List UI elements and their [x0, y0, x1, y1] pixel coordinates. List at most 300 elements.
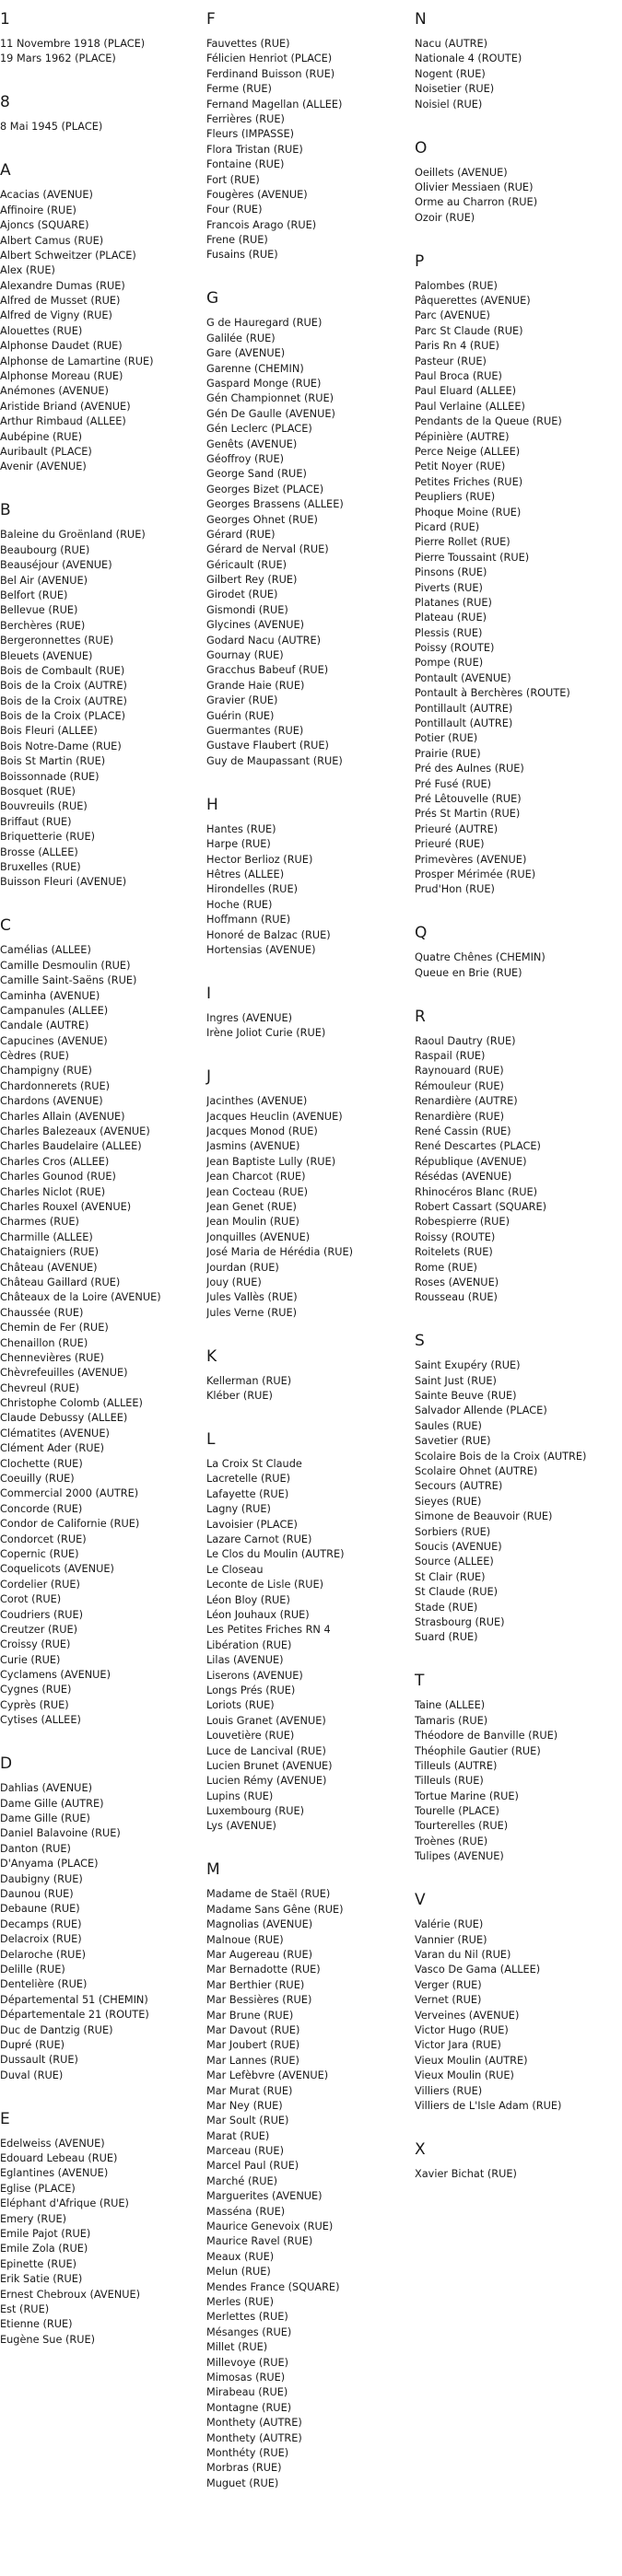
street-name: Eléphant d'Afrique (RUE)	[0, 2197, 129, 2210]
street-name: Pendants de la Queue (RUE)	[415, 415, 562, 428]
street-name: George Sand (RUE)	[206, 468, 307, 481]
street-name: Tourelle (PLACE)	[415, 1805, 499, 1818]
street-name: Coudriers (RUE)	[0, 1608, 84, 1621]
street-name: Vieux Moulin (AUTRE)	[415, 2054, 528, 2067]
street-name: Piverts (RUE)	[415, 581, 483, 594]
section-letter: G	[206, 289, 219, 309]
section-letter: B	[0, 501, 11, 520]
street-name: Cordelier (RUE)	[0, 1578, 80, 1591]
street-name: Pépinière (AUTRE)	[415, 430, 510, 443]
street-name: Camille Desmoulin (RUE)	[0, 959, 131, 972]
section-letter: S	[415, 1332, 425, 1351]
section-n	[415, 11, 622, 112]
street-name: Clématites (AVENUE)	[0, 1427, 110, 1440]
street-name: Marat (RUE)	[206, 2129, 270, 2142]
street-name: Raspail (RUE)	[415, 1050, 486, 1063]
street-name: Christophe Colomb (ALLEE)	[0, 1397, 143, 1410]
street-name: Longs Prés (RUE)	[206, 1684, 296, 1696]
street-name: Auribault (PLACE)	[0, 446, 92, 458]
street-name: République (AVENUE)	[415, 1155, 527, 1168]
street-name: Bois St Martin (RUE)	[0, 755, 106, 768]
street-name: Croissy (RUE)	[0, 1638, 71, 1651]
street-name: Pompe (RUE)	[415, 657, 484, 670]
street-name: Chemin de Fer (RUE)	[0, 1322, 109, 1335]
street-name: Briffaut (RUE)	[0, 815, 72, 828]
street-name: Frene (RUE)	[206, 234, 268, 247]
street-name: Gustave Flaubert (RUE)	[206, 740, 329, 752]
street-name: Hantes (RUE)	[206, 822, 276, 835]
street-name: Jean Baptiste Lully (RUE)	[206, 1155, 336, 1168]
street-name: Savetier (RUE)	[415, 1435, 491, 1448]
street-name: Scolaire Bois de la Croix (AUTRE)	[415, 1450, 587, 1463]
section-h	[206, 797, 411, 959]
street-name: Muguet (RUE)	[206, 2477, 279, 2489]
street-name: Chevreul (RUE)	[0, 1381, 79, 1394]
street-name: Léon Bloy (RUE)	[206, 1593, 290, 1606]
street-name: Gén De Gaulle (AVENUE)	[206, 407, 335, 420]
street-name: Jacques Monod (RUE)	[206, 1125, 318, 1138]
street-name: Xavier Bichat (RUE)	[415, 2167, 517, 2180]
section-letter: N	[415, 10, 427, 29]
street-name: 19 Mars 1962 (PLACE)	[0, 52, 116, 65]
street-name: Albert Schweitzer (PLACE)	[0, 249, 136, 262]
street-name: Alexandre Dumas (RUE)	[0, 279, 125, 292]
section-letter: J	[206, 1067, 212, 1087]
street-name: Rémouleur (RUE)	[415, 1079, 504, 1092]
street-name: Fontaine (RUE)	[206, 158, 285, 171]
street-name: Saint Exupéry (RUE)	[415, 1359, 521, 1372]
street-name: Millevoye (RUE)	[206, 2356, 289, 2369]
street-name: Lagny (RUE)	[206, 1503, 271, 1516]
street-name: Noisiel (RUE)	[415, 98, 483, 111]
street-name: Pré des Aulnes (RUE)	[415, 763, 524, 775]
street-name: 8 Mai 1945 (PLACE)	[0, 121, 103, 134]
street-name: Alex (RUE)	[0, 264, 55, 277]
street-name: Daubigny (RUE)	[0, 1872, 83, 1885]
street-name: Monthety (AUTRE)	[206, 2431, 302, 2444]
section-1	[0, 11, 203, 67]
street-name: Alphonse de Lamartine (RUE)	[0, 355, 154, 367]
street-name: Tulipes (AVENUE)	[415, 1850, 504, 1863]
street-name: Renardière (RUE)	[415, 1110, 505, 1123]
street-name: Fort (RUE)	[206, 173, 260, 186]
street-name: Tilleuls (RUE)	[415, 1775, 484, 1788]
street-name: Hoche (RUE)	[206, 898, 273, 911]
street-name: Four (RUE)	[206, 204, 263, 216]
street-name: Robert Cassart (SQUARE)	[415, 1200, 547, 1213]
street-name: La Croix St Claude	[206, 1458, 302, 1471]
street-name: Vannier (RUE)	[415, 1933, 487, 1946]
street-name: Petites Friches (RUE)	[415, 475, 523, 488]
street-name: Emile Zola (RUE)	[0, 2243, 88, 2255]
street-name: Jean Genet (RUE)	[206, 1200, 297, 1213]
street-name: Meaux (RUE)	[206, 2250, 275, 2263]
street-name: Jourdan (RUE)	[206, 1261, 279, 1274]
section-b	[0, 502, 203, 890]
street-name: Peupliers (RUE)	[415, 491, 496, 504]
street-name: Boissonnade (RUE)	[0, 770, 100, 783]
street-name: Merles (RUE)	[206, 2295, 274, 2308]
street-name: Gaspard Monge (RUE)	[206, 378, 322, 390]
street-name: Alphonse Moreau (RUE)	[0, 370, 123, 383]
section-t	[415, 1673, 622, 1864]
street-name: Phoque Moine (RUE)	[415, 506, 522, 519]
street-name: Epinette (RUE)	[0, 2257, 77, 2270]
street-name: Paul Eluard (ALLEE)	[415, 385, 517, 398]
street-name: Daniel Balavoine (RUE)	[0, 1827, 121, 1840]
street-name: Cyclamens (AVENUE)	[0, 1669, 111, 1682]
section-letter: X	[415, 2139, 426, 2159]
street-name: Bois de la Croix (AUTRE)	[0, 680, 127, 693]
section-letter: M	[206, 1860, 220, 1880]
street-name: Mar Lannes (RUE)	[206, 2054, 299, 2067]
street-name: Magnolias (AVENUE)	[206, 1918, 313, 1931]
street-name: Paul Broca (RUE)	[415, 370, 502, 383]
street-name: Charmille (ALLEE)	[0, 1230, 93, 1243]
street-name: Jean Charcot (RUE)	[206, 1171, 306, 1183]
street-name: Alphonse Daudet (RUE)	[0, 340, 123, 353]
street-name: Plessis (RUE)	[415, 626, 483, 639]
street-name: Lupins (RUE)	[206, 1789, 274, 1802]
street-name: Gismondi (RUE)	[206, 603, 288, 616]
section-d	[0, 1755, 203, 2083]
street-name: Charles Allain (AVENUE)	[0, 1110, 125, 1123]
street-name: Sieyes (RUE)	[415, 1495, 482, 1508]
street-name: Harpe (RUE)	[206, 838, 271, 851]
street-name: Eglantines (AVENUE)	[0, 2167, 109, 2180]
street-name: Prés St Martin (RUE)	[415, 808, 521, 821]
street-name: Rousseau (RUE)	[415, 1291, 498, 1304]
street-name: Maurice Ravel (RUE)	[206, 2235, 313, 2248]
street-name: Jean Cocteau (RUE)	[206, 1185, 309, 1198]
street-name: Pinsons (RUE)	[415, 566, 487, 579]
section-k	[206, 1348, 411, 1405]
street-name: Irène Joliot Curie (RUE)	[206, 1027, 326, 1040]
section-letter: P	[415, 251, 425, 271]
street-name: Merlettes (RUE)	[206, 2311, 288, 2324]
street-name: Charles Niclot (RUE)	[0, 1185, 106, 1198]
street-name: Villiers (RUE)	[415, 2084, 483, 2097]
street-name: Erik Satie (RUE)	[0, 2273, 83, 2286]
street-name: Delille (RUE)	[0, 1963, 65, 1976]
street-name: St Clair (RUE)	[415, 1570, 486, 1583]
street-name: Pierre Rollet (RUE)	[415, 536, 511, 549]
section-letter: V	[415, 1891, 426, 1910]
street-name: Départemental 51 (CHEMIN)	[0, 1993, 148, 2006]
street-name: Guérin (RUE)	[206, 709, 275, 722]
street-name: Pré Fusé (RUE)	[415, 777, 492, 790]
street-name: Chèvrefeuilles (AVENUE)	[0, 1367, 128, 1380]
street-name: Luce de Lancival (RUE)	[206, 1744, 326, 1757]
street-name: Honoré de Balzac (RUE)	[206, 928, 331, 941]
section-letter: 1	[0, 10, 10, 29]
street-name: Pontault (AVENUE)	[415, 671, 511, 684]
section-x	[415, 2141, 622, 2182]
street-name: Mendes France (SQUARE)	[206, 2280, 340, 2293]
street-name: Bouvreuils (RUE)	[0, 800, 88, 813]
street-name: Jouy (RUE)	[206, 1276, 262, 1288]
street-name: Aristide Briand (AVENUE)	[0, 400, 131, 413]
street-name: Valérie (RUE)	[415, 1918, 484, 1931]
street-name: Source (ALLEE)	[415, 1556, 494, 1568]
street-name: Duval (RUE)	[0, 2069, 64, 2081]
street-name: Charles Baudelaire (ALLEE)	[0, 1140, 142, 1153]
street-name: Picard (RUE)	[415, 520, 480, 533]
street-name: Géoffroy (RUE)	[206, 452, 285, 465]
street-name: Claude Debussy (ALLEE)	[0, 1412, 128, 1425]
street-name: Libération (RUE)	[206, 1638, 292, 1651]
street-name: Chennevières (RUE)	[0, 1351, 104, 1364]
street-name: Pontillault (AUTRE)	[415, 702, 513, 715]
street-name: G de Hauregard (RUE)	[206, 317, 323, 330]
section-a	[0, 162, 203, 474]
street-name: Lacretelle (RUE)	[206, 1473, 291, 1486]
street-name: Le Clos du Moulin (AUTRE)	[206, 1548, 345, 1561]
street-name: Chardons (AVENUE)	[0, 1095, 103, 1108]
street-name: Mar Davout (RUE)	[206, 2023, 300, 2036]
street-name: Kellerman (RUE)	[206, 1374, 292, 1387]
street-name: Salvador Allende (PLACE)	[415, 1405, 547, 1417]
street-name: Daunou (RUE)	[0, 1887, 74, 1900]
street-name: Prieuré (RUE)	[415, 838, 485, 851]
street-name: Guy de Maupassant (RUE)	[206, 754, 343, 767]
section-o	[415, 140, 622, 227]
section-s	[415, 1333, 622, 1645]
street-name: Raoul Dautry (RUE)	[415, 1034, 516, 1047]
section-v	[415, 1892, 622, 2114]
street-name: Camille Saint-Saëns (RUE)	[0, 974, 137, 987]
street-name: Dentelière (RUE)	[0, 1978, 88, 1991]
section-letter: O	[415, 138, 428, 157]
section-m	[206, 1861, 411, 2491]
street-name: Eglise (PLACE)	[0, 2182, 76, 2195]
street-name: Condorcet (RUE)	[0, 1533, 87, 1545]
street-name: Stade (RUE)	[415, 1601, 478, 1614]
section-letter: L	[206, 1430, 216, 1450]
street-name: Ferme (RUE)	[206, 83, 272, 96]
street-name: Prosper Mérimée (RUE)	[415, 868, 536, 880]
street-name: Pasteur (RUE)	[415, 355, 487, 367]
street-name: Champigny (RUE)	[0, 1065, 92, 1078]
street-name: Grande Haie (RUE)	[206, 679, 305, 692]
street-name: Taine (ALLEE)	[415, 1699, 486, 1712]
street-name: Etienne (RUE)	[0, 2318, 73, 2331]
street-name: Lilas (AVENUE)	[206, 1654, 284, 1667]
street-name: Montagne (RUE)	[206, 2401, 292, 2414]
street-name: Quatre Chênes (CHEMIN)	[415, 951, 546, 964]
street-name: René Cassin (RUE)	[415, 1125, 511, 1138]
street-name: Mar Bernadotte (RUE)	[206, 1964, 321, 1976]
street-name: Fusains (RUE)	[206, 249, 278, 262]
street-name: Orme au Charron (RUE)	[415, 196, 538, 209]
street-name: Jacinthes (AVENUE)	[206, 1095, 308, 1108]
street-name: Hirondelles (RUE)	[206, 883, 298, 896]
street-name: Olivier Messiaen (RUE)	[415, 181, 534, 193]
street-name: Villiers de L'Isle Adam (RUE)	[415, 2099, 562, 2112]
street-name: Renardière (AUTRE)	[415, 1095, 518, 1108]
street-name: Jonquilles (AVENUE)	[206, 1230, 311, 1243]
section-letter: A	[0, 161, 11, 181]
section-letter: 8	[0, 93, 10, 112]
street-name: Pierre Toussaint (RUE)	[415, 551, 530, 564]
street-name: Gravier (RUE)	[206, 694, 278, 707]
street-name: Gén Championnet (RUE)	[206, 392, 334, 405]
street-name: Résédas (AVENUE)	[415, 1171, 512, 1183]
street-name: Roitelets (RUE)	[415, 1246, 493, 1259]
section-e	[0, 2111, 203, 2348]
street-name: Troènes (RUE)	[415, 1835, 488, 1847]
street-name: Paris Rn 4 (RUE)	[415, 340, 499, 353]
street-name: Bruxelles (RUE)	[0, 860, 81, 873]
street-name: Monthéty (RUE)	[206, 2446, 289, 2459]
street-name: Corot (RUE)	[0, 1593, 62, 1606]
street-name: Debaune (RUE)	[0, 1903, 80, 1916]
street-name: Louvetière (RUE)	[206, 1730, 295, 1743]
street-name: Charles Gounod (RUE)	[0, 1171, 116, 1183]
street-name: Baleine du Groënland (RUE)	[0, 529, 146, 542]
section-p	[415, 253, 622, 898]
street-name: Théodore de Banville (RUE)	[415, 1730, 558, 1743]
street-name: Creutzer (RUE)	[0, 1623, 78, 1636]
street-name: René Descartes (PLACE)	[415, 1140, 541, 1153]
street-name: Félicien Henriot (PLACE)	[206, 52, 333, 65]
street-name: Rome (RUE)	[415, 1261, 477, 1274]
street-name: Potier (RUE)	[415, 732, 478, 745]
street-name: Géricault (RUE)	[206, 558, 288, 571]
street-name: Lazare Carnot (RUE)	[206, 1533, 312, 1546]
street-name: Cyprès (RUE)	[0, 1698, 69, 1711]
street-name: Victor Hugo (RUE)	[415, 2023, 509, 2036]
street-name: Malnoue (RUE)	[206, 1933, 284, 1946]
street-name: Danton (RUE)	[0, 1842, 71, 1855]
street-name: Noisetier (RUE)	[415, 83, 495, 96]
street-name: Commercial 2000 (AUTRE)	[0, 1487, 139, 1500]
street-name: Morbras (RUE)	[206, 2462, 282, 2475]
street-name: Hector Berlioz (RUE)	[206, 853, 313, 866]
street-name: Gérard (RUE)	[206, 528, 276, 541]
street-name: Bois de la Croix (AUTRE)	[0, 694, 127, 707]
street-name: Mar Joubert (RUE)	[206, 2039, 300, 2052]
street-name: Beauséjour (AVENUE)	[0, 559, 112, 572]
street-name: Condor de Californie (RUE)	[0, 1518, 140, 1531]
street-name: Edouard Lebeau (RUE)	[0, 2152, 118, 2165]
street-name: Queue en Brie (RUE)	[415, 966, 522, 979]
street-name: Chenaillon (RUE)	[0, 1336, 88, 1349]
street-name: Tortue Marine (RUE)	[415, 1789, 519, 1802]
street-name: Mésanges (RUE)	[206, 2325, 292, 2338]
street-name: Vasco De Gama (ALLEE)	[415, 1964, 541, 1976]
street-name: Dupré (RUE)	[0, 2038, 65, 2051]
street-name: Parc (AVENUE)	[415, 309, 490, 322]
street-name: Decamps (RUE)	[0, 1917, 82, 1930]
section-letter: H	[206, 795, 218, 814]
street-name: D'Anyama (PLACE)	[0, 1858, 99, 1871]
street-name: Mar Augereau (RUE)	[206, 1949, 313, 1961]
street-name: Poissy (ROUTE)	[415, 642, 495, 655]
section-l	[206, 1431, 411, 1835]
street-name: Cygnes (RUE)	[0, 1684, 72, 1696]
street-name: Dussault (RUE)	[0, 2054, 78, 2067]
street-name: Robespierre (RUE)	[415, 1216, 510, 1229]
street-name: Edelweiss (AVENUE)	[0, 2137, 105, 2150]
street-name: Primevères (AVENUE)	[415, 853, 527, 866]
street-name: Mar Berthier (RUE)	[206, 1978, 305, 1991]
street-name: Saules (RUE)	[415, 1419, 482, 1432]
street-name: 11 Novembre 1918 (PLACE)	[0, 38, 146, 50]
street-name: Fernand Magellan (ALLEE)	[206, 98, 343, 111]
section-8	[0, 94, 203, 134]
street-name: Lucien Brunet (AVENUE)	[206, 1759, 333, 1772]
street-name: Petit Noyer (RUE)	[415, 460, 506, 473]
street-name: Alouettes (RUE)	[0, 324, 83, 337]
street-name: Cèdres (RUE)	[0, 1050, 69, 1063]
street-name: Delaroche (RUE)	[0, 1948, 87, 1961]
street-name: Jules Verne (RUE)	[206, 1306, 298, 1319]
street-name: Mar Soult (RUE)	[206, 2115, 289, 2127]
street-name: Départementale 21 (ROUTE)	[0, 2009, 149, 2022]
street-name: Tamaris (RUE)	[415, 1714, 488, 1727]
section-i	[206, 985, 411, 1042]
street-name: Gén Leclerc (PLACE)	[206, 423, 312, 436]
street-name: Flora Tristan (RUE)	[206, 143, 303, 156]
street-name: Marceau (RUE)	[206, 2145, 284, 2158]
street-name: Ferrières (RUE)	[206, 112, 285, 125]
street-name: Bois de la Croix (PLACE)	[0, 710, 125, 723]
street-name: Berchères (RUE)	[0, 619, 86, 632]
street-name: Rhinocéros Blanc (RUE)	[415, 1185, 538, 1198]
street-name: Prieuré (AUTRE)	[415, 822, 499, 835]
section-letter: F	[206, 10, 216, 29]
street-name: Pontault à Berchères (ROUTE)	[415, 687, 570, 700]
street-name: Ferdinand Buisson (RUE)	[206, 67, 335, 80]
street-name: Fougères (AVENUE)	[206, 188, 308, 201]
street-name: Gournay (RUE)	[206, 649, 284, 662]
street-name: Masséna (RUE)	[206, 2205, 286, 2218]
street-name: Fauvettes (RUE)	[206, 38, 290, 50]
section-r	[415, 1008, 622, 1306]
street-name: Jasmins (AVENUE)	[206, 1140, 300, 1153]
street-name: Les Petites Friches RN 4	[206, 1624, 331, 1637]
street-name: Lys (AVENUE)	[206, 1820, 276, 1833]
street-name: Château (AVENUE)	[0, 1261, 98, 1274]
street-name: Jacques Heuclin (AVENUE)	[206, 1110, 343, 1123]
street-name: Soucis (AVENUE)	[415, 1541, 502, 1553]
street-name: Madame de Staël (RUE)	[206, 1888, 331, 1901]
street-name: Campanules (ALLEE)	[0, 1004, 109, 1017]
street-name: Chardonnerets (RUE)	[0, 1079, 111, 1092]
street-name: Mirabeau (RUE)	[206, 2386, 288, 2399]
street-name: Guermantes (RUE)	[206, 725, 304, 737]
section-g	[206, 290, 411, 769]
street-name: Albert Camus (RUE)	[0, 234, 104, 247]
street-name: Melun (RUE)	[206, 2266, 271, 2279]
street-name: Verger (RUE)	[415, 1978, 482, 1991]
street-name: Pré Lêtouvelle (RUE)	[415, 792, 522, 805]
street-name: Palombes (RUE)	[415, 279, 498, 292]
street-name: Prud'Hon (RUE)	[415, 883, 495, 896]
street-name: Dame Gille (AUTRE)	[0, 1797, 104, 1810]
street-name: Château Gaillard (RUE)	[0, 1276, 121, 1288]
street-name: Concorde (RUE)	[0, 1502, 83, 1515]
street-name: Sorbiers (RUE)	[415, 1525, 491, 1538]
street-name: Strasbourg (RUE)	[415, 1615, 505, 1628]
street-name: Camélias (ALLEE)	[0, 944, 91, 957]
street-name: Nacu (AUTRE)	[415, 38, 488, 50]
street-name: Bel Air (AVENUE)	[0, 574, 88, 587]
street-name: Gérard de Nerval (RUE)	[206, 543, 329, 556]
section-q	[415, 925, 622, 981]
street-name: Lafayette (RUE)	[206, 1487, 289, 1500]
